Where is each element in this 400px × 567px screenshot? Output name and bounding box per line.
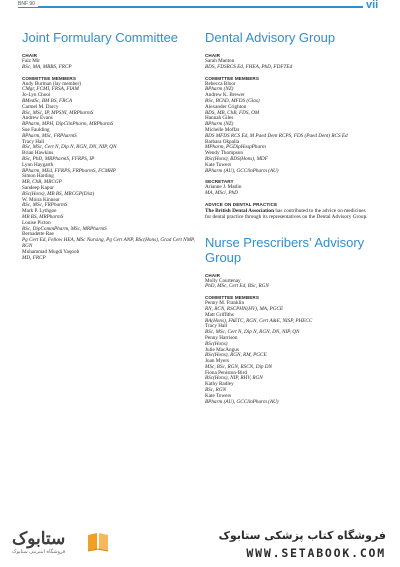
member-qualifications: RN, RCN, RSCPHN(HV), MA, PGCE [205, 305, 284, 312]
member-name: Louise Picton [22, 219, 51, 226]
member-qualifications: MPharm, PGDipHospPharm [205, 144, 266, 151]
member-name: Sandeep Kapur [22, 184, 54, 191]
member-name: Andrew K. Brewer [205, 92, 245, 99]
secretary-name: Arianne J. Matlin [205, 184, 242, 191]
member-name: Joan Myers [205, 358, 230, 365]
publisher-watermark-footer [0, 512, 400, 567]
advice-text: has contributed to the advice on medicines for dental practice through its representatives on the Dental Advisory Group. [205, 207, 368, 221]
member-name: Sue Faulding [22, 126, 50, 133]
dental-group-title: Dental Advisory Group [205, 30, 336, 45]
joint-committee-title: Joint Formulary Committee [22, 30, 179, 45]
joint-formulary-committee-section [22, 30, 197, 261]
chair-qualifications: PhD, MSc, Cert Ed, BSc, RGN [205, 283, 269, 290]
member-qualifications: BPharm (NZ) [205, 86, 234, 93]
member-name: Penny Harrison [205, 334, 238, 341]
member-qualifications: BSc, MSc, IP, MPSNI, MRPharmS [22, 109, 94, 116]
member-qualifications: BDS, MB, ChB, FDS, OM [205, 109, 260, 116]
member-name: Michelle Moffat [205, 126, 240, 133]
member-qualifications: Pg Cert Ed, Fellow HEA, MSc Nursing, Pg Cert ANP, BSc(Hons), Grad Cert NMP, RGN [22, 237, 195, 249]
secretary-caption: SECRETARY [205, 179, 234, 185]
member-qualifications: BSc(Hons), RGN, RM, PGCE [205, 352, 267, 359]
member-qualifications: BSc, MSc, FRPharmS [22, 202, 68, 209]
member-qualifications: BSc(Hons), NIP, RHV, RGN [205, 375, 263, 382]
member-name: Barbara Okpalla [205, 138, 240, 145]
member-name: Hannah Giles [205, 115, 234, 122]
advice-caption: ADVICE ON DENTAL PRACTICE [205, 201, 278, 207]
member-name: Kathy Radley [205, 381, 234, 388]
member-qualifications: BSc(Hons) [205, 340, 228, 347]
member-name: Alexander Crighton [205, 103, 247, 110]
logo-wordmark: ستابوک [12, 529, 66, 548]
member-name: Andrew Evans [22, 115, 53, 122]
member-qualifications: BSc, DipCommPharm, MSc, MRPharmS [22, 225, 107, 232]
member-qualifications: BPharm, MEd, FFRPS, FRPharmS, FCMHP [22, 167, 116, 174]
advice-bold-org: The British Dental Association [205, 207, 275, 214]
member-name: Kate Towers [205, 392, 232, 399]
member-name: Mark P. Lythgoe [22, 208, 57, 215]
header-rule [18, 6, 363, 8]
website-link[interactable]: WWW.SETABOOK.COM [246, 546, 386, 560]
member-qualifications: BSc, RGN [205, 387, 227, 394]
page-number: vii [366, 0, 379, 11]
member-name: Penny M. Franklin [205, 300, 245, 307]
member-qualifications: BSc, MSc, Cert N, Dip N, RGN, DN, NIP, QN [205, 329, 300, 336]
right-column [205, 30, 383, 405]
member-name: Julie MacAngus [205, 346, 239, 353]
member-name: Simon Harding [22, 173, 54, 180]
member-name: Tracy Hall [22, 138, 45, 145]
chair-name: Sarah Manton [205, 58, 235, 64]
member-qualifications: BA(Hons), FAETC, RGN, Cert A&E, NISP, PHECC [205, 317, 313, 324]
member-qualifications: MSc, BSc, RGN, RSCN, Dip DN [205, 363, 272, 370]
member-qualifications: BSc, MSc, Cert N, Dip N, RGN, DN, NIP, QN [22, 144, 117, 151]
member-name: Wendy Thompson [205, 150, 243, 157]
chair-caption: CHAIR [205, 272, 221, 278]
chair-name: Molly Courtenay [205, 277, 241, 284]
member-name: Jo-Lyn Chooi [22, 92, 51, 99]
member-qualifications: BMedSc, BM BS, FRCA [22, 97, 72, 104]
page-header [0, 0, 400, 14]
logo-tagline: فروشگاه اینترنتی ستابوک [12, 549, 66, 555]
joint-members-list [22, 82, 197, 262]
member-qualifications: CMgr, FCMI, FRSA, FIAM [22, 86, 79, 93]
members-caption: COMMITTEE MEMBERS [22, 75, 77, 81]
member-qualifications: BSc, PhD, MRPharmS, FFRPS, IP [22, 155, 95, 162]
chair-qualifications: BDS, FDSRCS Ed, FHEA, PhD, FDFTEd [205, 63, 293, 70]
member-qualifications: BDS MFDS RCS Ed, M Paed Dent RCPS, FDS (Paed Dent) RCS Ed [205, 132, 348, 139]
member-qualifications: BPharm, MPH, DipClinPharm, MRPharmS [22, 121, 114, 128]
member-name: W. Moira Kinnear [22, 196, 60, 203]
member-name: Carmel M. Darcy [22, 103, 59, 110]
member-name: Kate Towers [205, 161, 232, 168]
advice-paragraph [205, 208, 370, 221]
secretary-qualifications: MA, MSci, PhD [205, 190, 238, 197]
member-name: Muhammad Mugdi Yaqoob [22, 248, 80, 255]
member-qualifications: BPharm (AU), GCClinPharm (AU) [205, 398, 279, 405]
setabook-logo[interactable] [12, 529, 84, 559]
members-caption: COMMITTEE MEMBERS [205, 75, 260, 81]
member-qualifications: MB, ChB, MRCGP [22, 179, 62, 186]
member-qualifications: BPharm (NZ) [205, 121, 234, 128]
shop-name: فروشگاه کتاب پزشکی ستابوک [218, 529, 386, 542]
open-book-icon [86, 530, 110, 554]
member-name: Fiona Peniston-Bird [205, 369, 247, 376]
member-name: Andy Burman (lay member) [22, 80, 81, 87]
chair-qualifications: BSc, MA, MBBS, FRCP [22, 63, 72, 70]
member-qualifications: BSc, BChD, MFDS (Glas) [205, 97, 260, 104]
member-qualifications: BPharm, MSc, FRPharmS [22, 132, 77, 139]
member-name: Brian Hawkins [22, 150, 54, 157]
member-name: Tracy Hall [205, 323, 228, 330]
member-qualifications: BPharm (AU), GCClinPharm (AU) [205, 167, 279, 174]
bnf-edition-label: BNF 90 [18, 1, 38, 7]
member-qualifications: MB BS, MRPharmS [22, 213, 64, 220]
dental-advisory-group-section [205, 30, 383, 221]
chair-caption: CHAIR [205, 53, 221, 58]
member-name: Lynn Haygarth [22, 161, 54, 168]
members-caption: COMMITTEE MEMBERS [205, 295, 260, 301]
chair-caption: CHAIR [22, 53, 38, 58]
member-name: Matt Griffiths [205, 311, 234, 318]
member-name: Bernadette Rae [22, 231, 54, 238]
member-qualifications: BSc(Hons), MB BS, MRCGP(Dist) [22, 190, 95, 197]
member-name: Rebecca Bloor [205, 80, 236, 87]
nurse-prescribers-advisory-group-section [205, 235, 383, 406]
member-qualifications: BSc(Hons), BDS(Hons), MDF [205, 155, 268, 162]
member-qualifications: MD, FRCP [22, 254, 46, 261]
nurse-group-title: Nurse Prescribers’ Advisory Group [205, 234, 365, 265]
chair-name: Faiz Mir [22, 58, 41, 64]
